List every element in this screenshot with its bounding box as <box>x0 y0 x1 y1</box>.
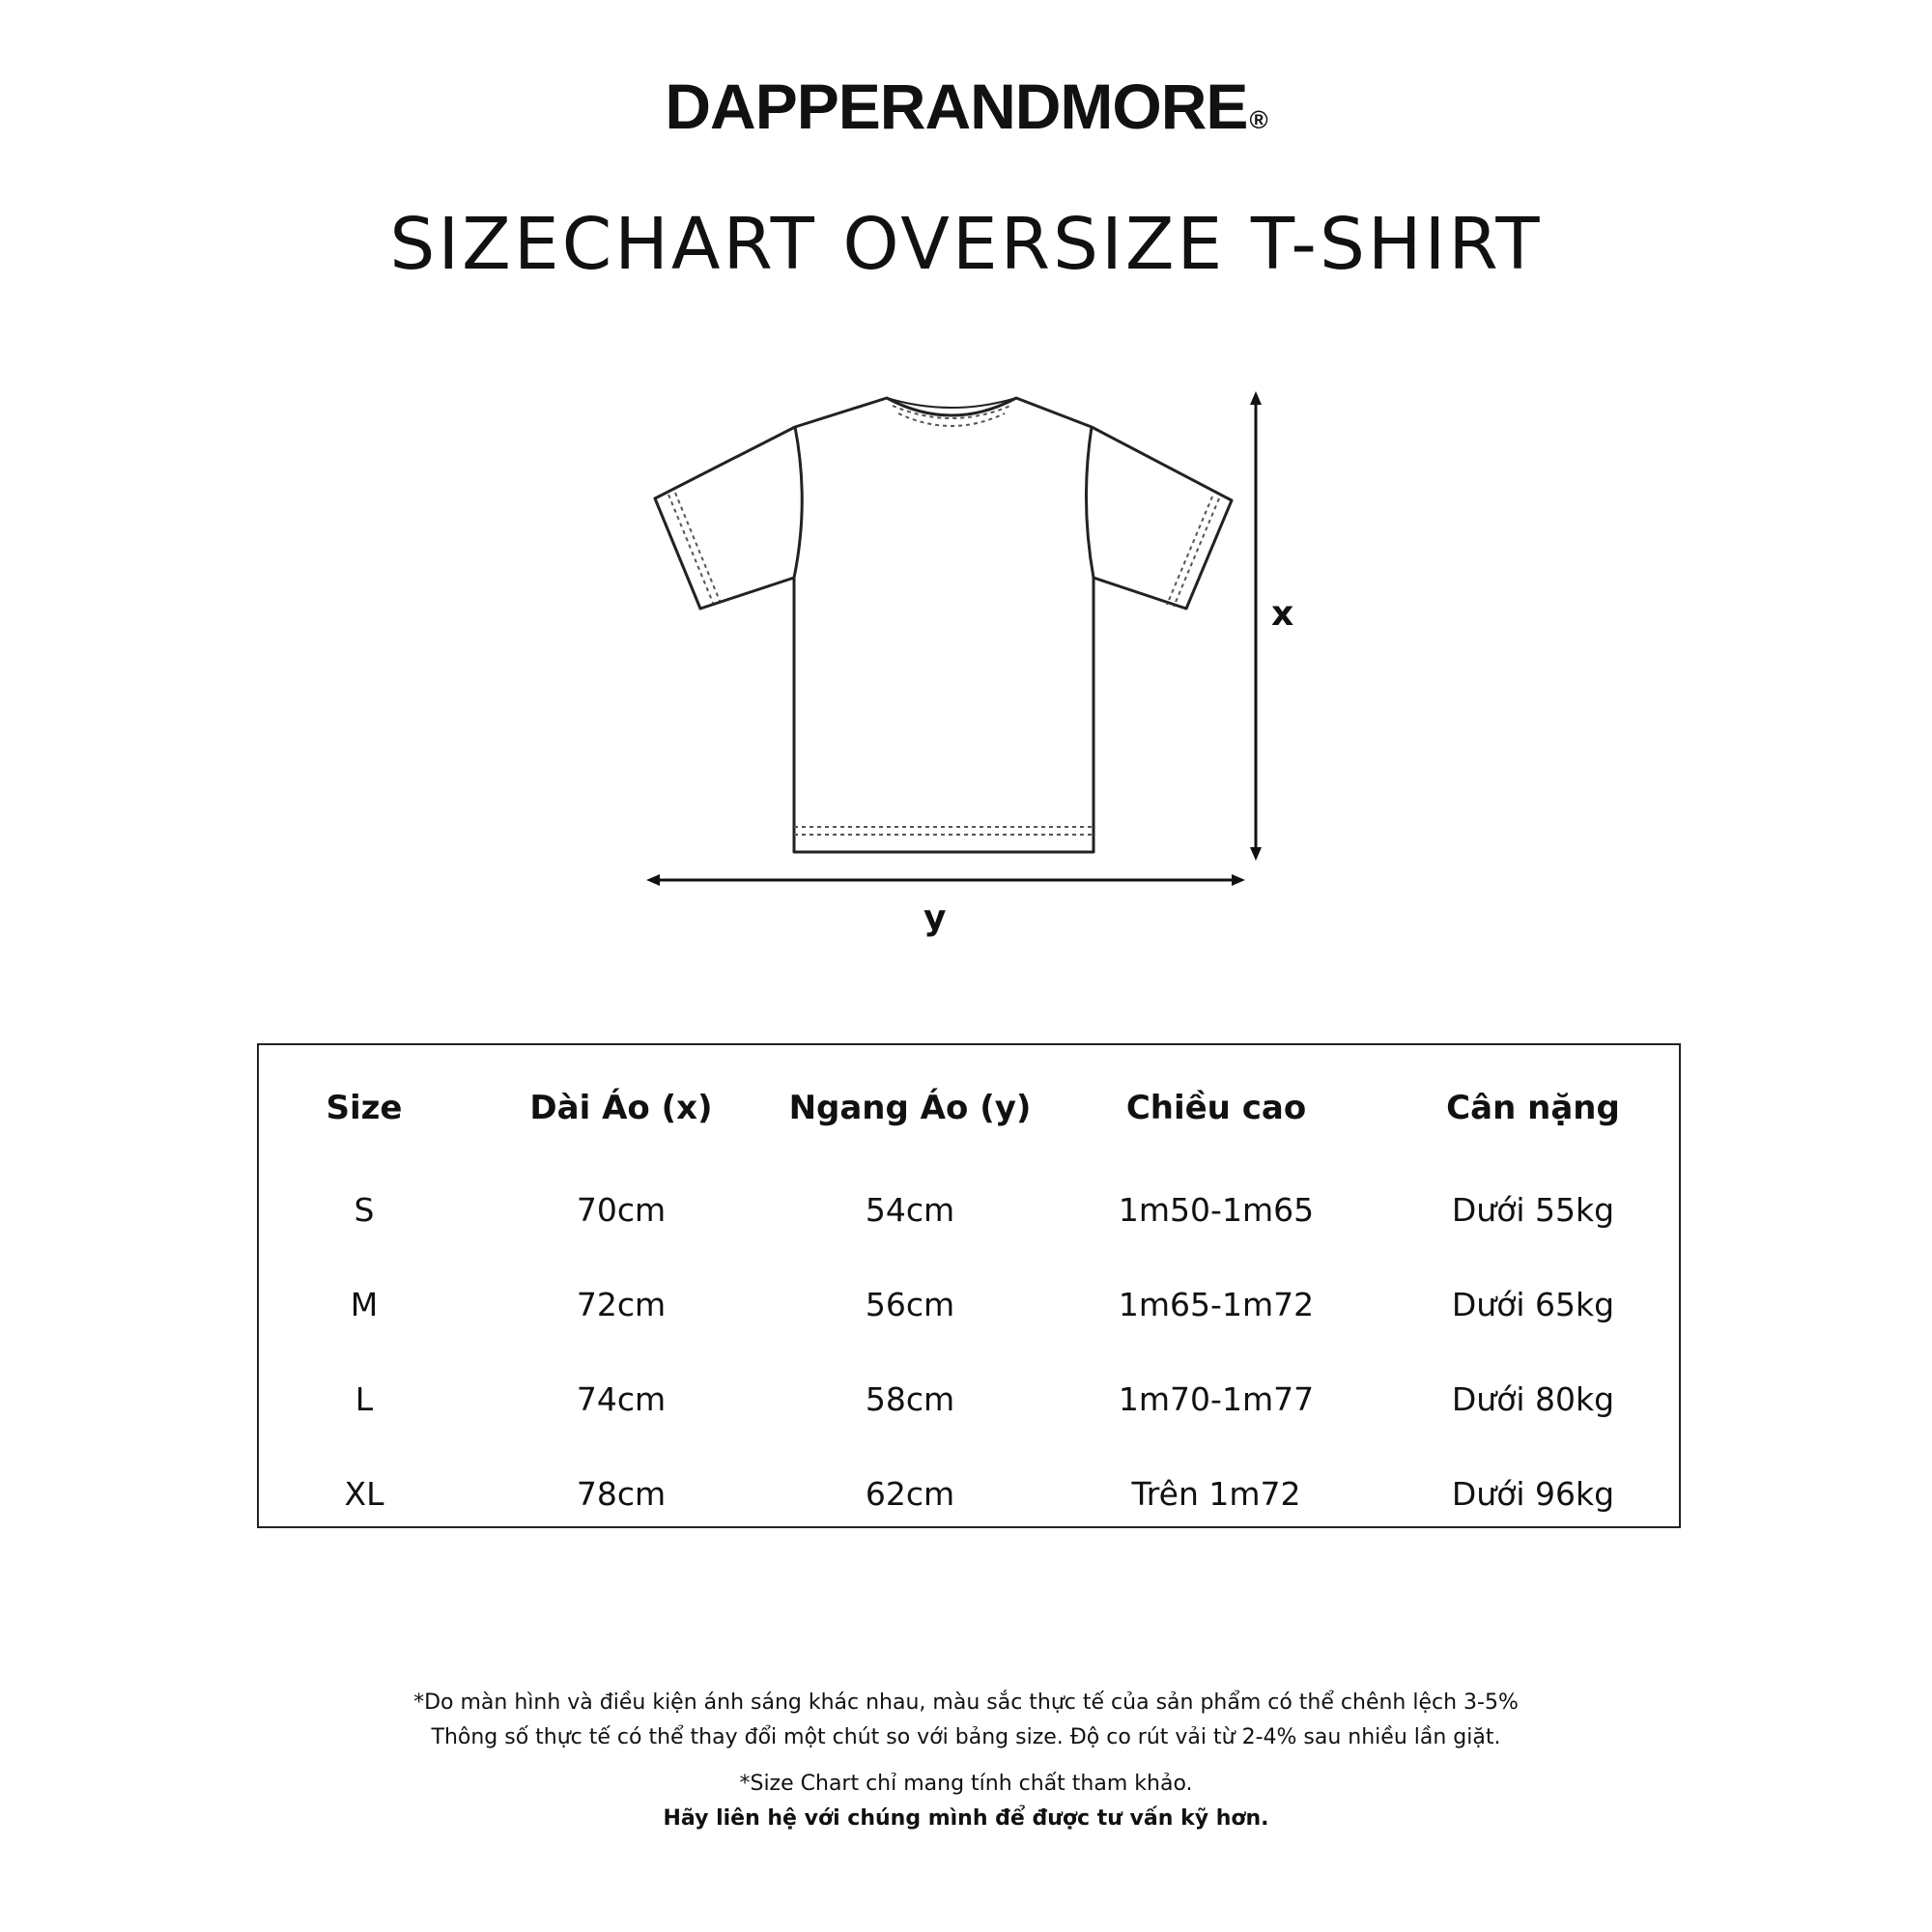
table-cell: M <box>350 1285 379 1323</box>
table-cell: 54cm <box>865 1190 955 1229</box>
footnotes <box>0 1686 1932 1836</box>
header-size: Size <box>326 1089 403 1127</box>
table-cell: Dưới 65kg <box>1451 1285 1615 1323</box>
note-contact: Hãy liên hệ với chúng mình để được tư vấn kỹ hơn. <box>663 1806 1269 1831</box>
registered-mark: ® <box>1249 105 1267 134</box>
table-cell: 70cm <box>576 1190 667 1229</box>
table-row <box>259 1257 1681 1351</box>
table-cell: 56cm <box>865 1285 955 1323</box>
table-cell: Dưới 80kg <box>1451 1379 1615 1418</box>
table-cell: 78cm <box>576 1474 667 1513</box>
table-cell: XL <box>344 1474 384 1513</box>
table-cell: Trên 1m72 <box>1131 1474 1301 1513</box>
table-row <box>259 1162 1681 1257</box>
table-cell: Dưới 96kg <box>1451 1474 1615 1513</box>
table-cell: 62cm <box>865 1474 955 1513</box>
width-label: y <box>923 898 947 938</box>
height-label: x <box>1271 594 1294 634</box>
table-cell: L <box>355 1379 374 1418</box>
page-title: SIZECHART OVERSIZE T-SHIRT <box>389 203 1543 286</box>
table-cell: 1m65-1m72 <box>1118 1285 1315 1323</box>
brand-name: DAPPERANDMORE <box>665 71 1248 142</box>
note-color-variance: *Do màn hình và điều kiện ánh sáng khác nhau, màu sắc thực tế của sản phẩm có thể chênh lệch 3-5% <box>413 1690 1519 1715</box>
header-length: Dài Áo (x) <box>529 1089 713 1127</box>
table-cell: 72cm <box>576 1285 667 1323</box>
table-row <box>259 1351 1681 1446</box>
table-row <box>259 1446 1681 1541</box>
note-shrinkage: Thông số thực tế có thể thay đổi một chút so với bảng size. Độ co rút vải từ 2-4% sau nhiều lần giặt. <box>431 1725 1501 1749</box>
table-cell: 74cm <box>576 1379 667 1418</box>
table-cell: S <box>354 1190 375 1229</box>
size-table <box>257 1043 1681 1528</box>
header-weight: Cân nặng <box>1446 1089 1620 1127</box>
table-cell: 1m70-1m77 <box>1118 1379 1315 1418</box>
table-cell: 58cm <box>865 1379 955 1418</box>
table-cell: Dưới 55kg <box>1451 1190 1615 1229</box>
header-height: Chiều cao <box>1125 1089 1307 1127</box>
table-cell: 1m50-1m65 <box>1118 1190 1315 1229</box>
table-header-row <box>259 1045 1681 1162</box>
header-width: Ngang Áo (y) <box>788 1089 1032 1127</box>
note-reference-only: *Size Chart chỉ mang tính chất tham khảo. <box>739 1772 1193 1796</box>
